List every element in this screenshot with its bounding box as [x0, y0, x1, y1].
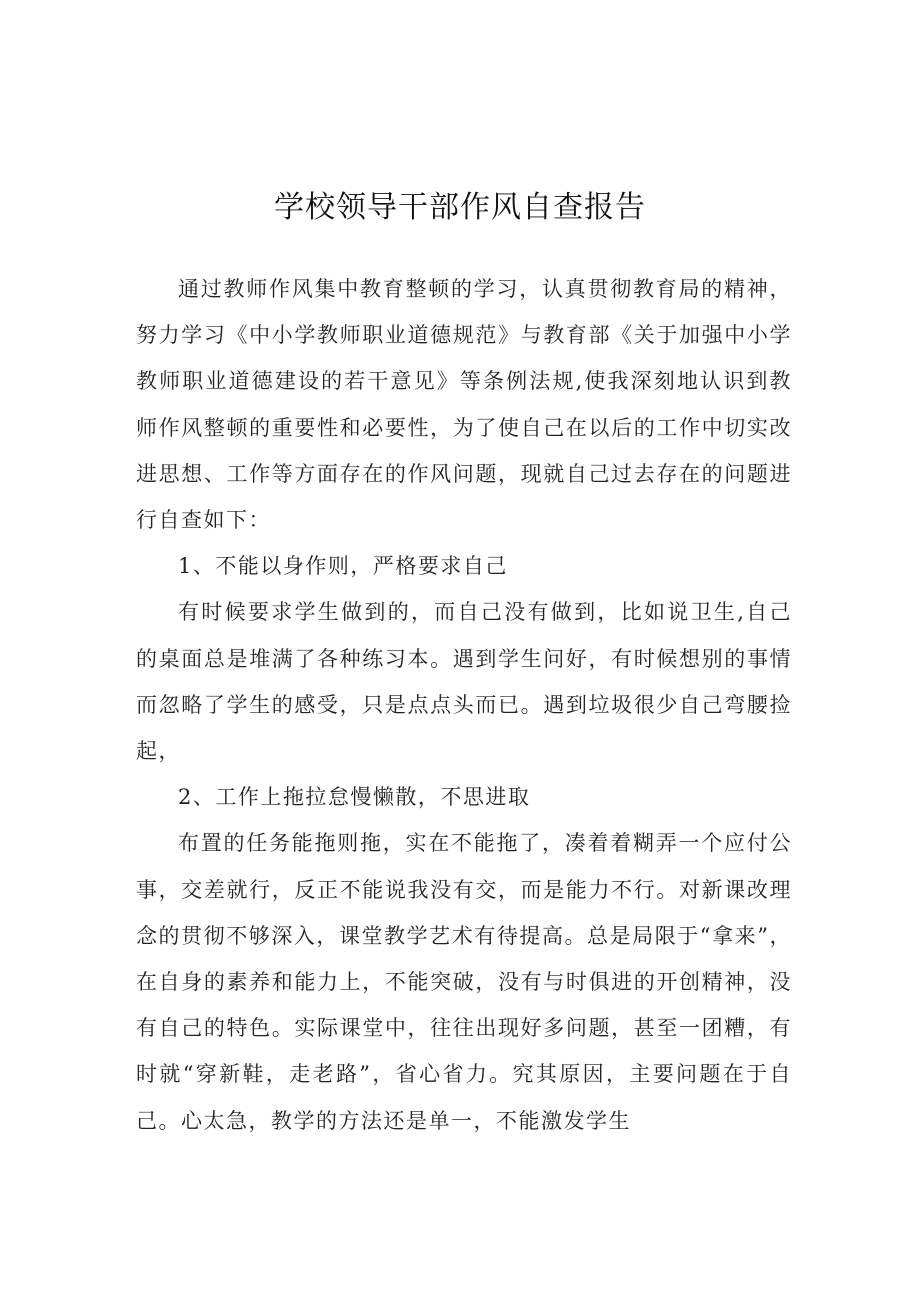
section-heading-2: 2、工作上拖拉怠慢懒散，不思进取 — [178, 785, 531, 810]
document-body — [136, 266, 792, 1144]
document-title: 学校领导干部作风自查报告 — [274, 190, 646, 226]
paragraph-intro: 通过教师作风集中教育整顿的学习，认真贯彻教育局的精神，努力学习《中小学教师职业道德规范》与教育部《关于加强中小学教师职业道德建设的若干意见》等条例法规,使我深刻地认识到教师作风整顿的重要性和必要性，为了使自己在以后的工作中切实改进思想、工作等方面存在的作风问题，现就自己过去存在的问题进行自查如下： — [136, 277, 792, 533]
section-heading-1: 1、不能以身作则，严格要求自己 — [178, 554, 508, 579]
paragraph-section-1: 有时候要求学生做到的，而自己没有做到，比如说卫生,自己的桌面总是堆满了各种练习本。遇到学生问好，有时候想别的事情而忽略了学生的感受，只是点点头而已。遇到垃圾很少自己弯腰捡起， — [136, 600, 792, 764]
paragraph-section-2: 布置的任务能拖则拖，实在不能拖了，凑着着糊弄一个应付公事，交差就行，反正不能说我没有交，而是能力不行。对新课改理念的贯彻不够深入，课堂教学艺术有待提高。总是局限于“拿来”，在自身的素养和能力上，不能突破，没有与时俱进的开创精神，没有自己的特色。实际课堂中，往往出现好多问题，甚至一团糟，有时就“穿新鞋，走老路”，省心省力。究其原因，主要问题在于自己。心太急，教学的方法还是单一，不能激发学生 — [136, 831, 792, 1133]
